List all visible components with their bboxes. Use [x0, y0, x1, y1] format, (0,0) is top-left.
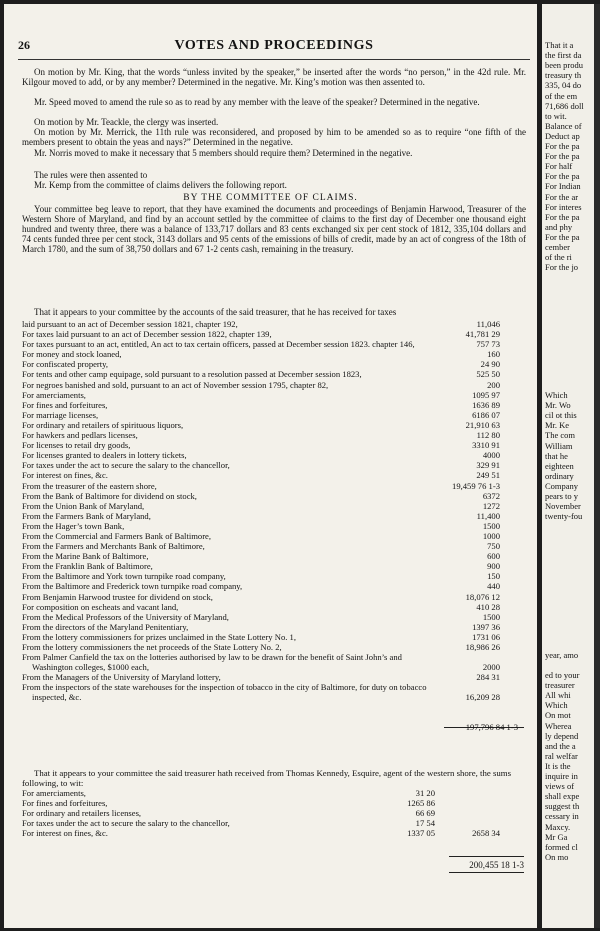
receipt-label: From the lottery commissioners for prizes unclaimed in the State Lottery No. 1,: [22, 631, 296, 642]
receipt-amount: 410 28: [476, 601, 500, 612]
adjacent-page-text: For the pa: [545, 151, 580, 162]
receipt-row: [22, 359, 532, 369]
adjacent-page-text: For the jo: [545, 262, 579, 273]
adjacent-page-text: Which: [545, 390, 568, 400]
receipt-label: For hawkers and pedlars licenses,: [22, 430, 138, 441]
receipt-label: From the Managers of the University of Maryland lottery,: [22, 672, 221, 683]
receipt-amount: 3310 91: [472, 440, 500, 451]
adjacent-page-text: and phy: [545, 221, 573, 232]
adjacent-page-text: ordinary: [545, 470, 574, 481]
receipt-amount: 440: [487, 581, 500, 592]
adjacent-page-text: Mr. Ke: [545, 420, 570, 431]
page-number: 26: [18, 38, 30, 52]
receipt-label: For tents and other camp equipage, sold pursuant to a resolution passed at December session 1823,: [22, 369, 362, 380]
adjacent-page-text: treasurer: [545, 680, 575, 691]
receipt-row: [22, 652, 532, 672]
receipt-label: From Palmer Canfield the tax on the lotteries authorised by law to be drawn for the benefit of Saint John’s and Washington colleges, $1000 each,: [22, 652, 402, 673]
western-shore-section: [22, 768, 532, 838]
adjacent-page-text: For Indian: [545, 181, 581, 192]
adjacent-page-text: views of: [545, 781, 575, 792]
receipt-amount: 41,781 29: [465, 329, 500, 340]
paragraph-teackle-motion: On motion by Mr. Teackle, the clergy was inserted.: [34, 117, 219, 127]
adjacent-page-text: Mr. Wo: [545, 400, 571, 411]
receipt-amount: 1500: [482, 611, 500, 622]
receipt-label: For interest on fines, &c.: [22, 470, 108, 481]
adjacent-page-text: On mo: [545, 851, 569, 862]
adjacent-page-text: Which: [545, 700, 568, 711]
receipt-label: From the Commercial and Farmers Bank of Baltimore,: [22, 530, 212, 541]
receipt-row: [22, 339, 532, 349]
western-shore-row: [22, 818, 532, 828]
paragraph-speed-motion: Mr. Speed moved to amend the rule so as to read by any member with the leave of the speaker? Determined in the negative.: [34, 97, 480, 107]
western-shore-label: For taxes under the act to secure the salary to the chancellor,: [22, 818, 230, 828]
receipt-row: [22, 581, 532, 591]
adjacent-page-text: Balance of: [545, 120, 582, 131]
receipt-amount: 900: [487, 561, 500, 572]
receipt-row: [22, 420, 532, 430]
adjacent-page-text: been produ: [545, 60, 584, 71]
receipt-amount: 750: [487, 541, 500, 552]
adjacent-page-text: ed to your: [545, 670, 580, 680]
receipt-row: [22, 440, 532, 450]
adjacent-page-text: It is the: [545, 760, 571, 771]
adjacent-page-text: of the ri: [545, 252, 572, 263]
left-page: [4, 4, 537, 928]
receipt-label: From the lottery commissioners the net proceeds of the State Lottery No. 2,: [22, 642, 282, 652]
receipt-label: From the Baltimore and York town turnpike road company,: [22, 571, 226, 582]
paragraph-committee-report: Your committee beg leave to report, that they have examined the documents and proceedings of Benjamin Harwood, Treasurer of the Western Shore of Maryland, and find by an account settled by the committee of claims to the first day of December one thousand eight hundred and twenty three, there was a balance of 133,717 dollars and 83 cents exchanged six per cent stock of 1812, 335,104 dollars and 74 cents funded three per cent stock, 3143 dollars and 95 cents of the emissions of bills of credit, made by an act of congress of the 18th of March 1780, and the sum of 38,750 dollars and 67 1-2 cents cash, remaining in the treasury.: [22, 204, 526, 254]
adjacent-page-text: inquire in: [545, 771, 578, 781]
adjacent-page-text: shall expe: [545, 791, 580, 802]
receipt-amount: 11,400: [476, 510, 500, 521]
receipt-row: [22, 400, 532, 410]
receipt-row: [22, 470, 532, 480]
paragraph-king-motion: On motion by Mr. King, that the words “unless invited by the speaker,” be inserted after the words “no person,” in the 42d rule. Mr. Kilgour moved to add, or by any member? Determined in the negative. Mr. King’s motion was then assented to.: [22, 67, 526, 87]
receipt-label: From Benjamin Harwood trustee for dividend on stock,: [22, 591, 213, 602]
western-shore-amount: 1265 86: [407, 798, 435, 808]
receipt-amount: 1000: [482, 530, 500, 541]
page-header: [18, 38, 530, 54]
receipt-amount: 600: [487, 551, 500, 562]
paragraph-receipts-intro: That it appears to your committee by the accounts of the said treasurer, that he has received for taxes: [34, 307, 397, 317]
receipt-label: From the Union Bank of Maryland,: [22, 500, 145, 511]
adjacent-page-text: For the pa: [545, 231, 580, 242]
adjacent-page-text: Company: [545, 480, 579, 491]
receipt-row: [22, 531, 532, 541]
receipt-label: For licenses granted to dealers in lottery tickets,: [22, 450, 187, 461]
receipt-amount: 1636 89: [472, 399, 500, 410]
adjacent-page-text: Maxcy.: [545, 821, 571, 832]
receipt-label: From the Farmers and Merchants Bank of Baltimore,: [22, 541, 205, 552]
receipt-label: For amerciaments,: [22, 389, 86, 400]
receipts-total: 197,796 84 1-3: [465, 721, 518, 732]
paragraph-merrick-motion: On motion by Mr. Merrick, the 11th rule was reconsidered, and proposed by him to be amended so as to require “one fifth of the members present to obtain the yeas and nays?” Determined in the negative.: [22, 127, 526, 147]
receipt-row: [22, 349, 532, 359]
receipt-label: For composition on escheats and vacant land,: [22, 601, 179, 612]
receipt-row: [22, 602, 532, 612]
adjacent-page-text: twenty-fou: [545, 511, 583, 522]
western-shore-label: For interest on fines, &c.: [22, 828, 108, 838]
receipt-amount: 6186 07: [472, 409, 500, 420]
receipt-row: [22, 481, 532, 491]
adjacent-page-text: William: [545, 440, 573, 451]
running-head-title: VOTES AND PROCEEDINGS: [174, 38, 374, 53]
western-shore-amount: 31 20: [415, 788, 435, 798]
receipt-label: From the Medical Professors of the University of Maryland,: [22, 611, 229, 622]
receipt-row: [22, 369, 532, 379]
receipt-row: [22, 380, 532, 390]
receipt-label: From the treasurer of the eastern shore,: [22, 480, 157, 491]
receipt-label: From the Franklin Bank of Baltimore,: [22, 561, 153, 572]
receipt-row: [22, 672, 532, 682]
western-shore-label: For amerciaments,: [22, 788, 86, 798]
receipt-amount: 200: [487, 379, 500, 390]
adjacent-page-text: That it a: [545, 40, 574, 50]
receipt-amount: 1095 97: [472, 389, 500, 400]
adjacent-page-text: treasury th: [545, 70, 582, 81]
receipt-amount: 112 80: [476, 430, 500, 441]
receipt-amount: 2000: [482, 662, 500, 673]
adjacent-page-text: For the ar: [545, 191, 579, 202]
western-shore-row: [22, 828, 532, 838]
adjacent-page-text: cember: [545, 242, 571, 252]
receipt-amount: 525 50: [476, 369, 500, 380]
receipt-amount: 24 90: [480, 359, 500, 370]
adjacent-page-text: The com: [545, 430, 575, 441]
adjacent-page-text: For the pa: [545, 141, 580, 151]
receipt-amount: 150: [487, 571, 500, 582]
paragraph-kemp-report: Mr. Kemp from the committee of claims delivers the following report.: [34, 180, 287, 190]
receipt-row: [22, 511, 532, 521]
adjacent-page-fragment: [542, 4, 600, 928]
paragraph-norris-motion: Mr. Norris moved to make it necessary that 5 members should require them? Determined in the negative.: [34, 148, 413, 158]
western-shore-amount: 1337 05: [407, 828, 435, 838]
header-rule: [18, 59, 530, 60]
receipt-label: From the Baltimore and Frederick town turnpike road company,: [22, 581, 243, 592]
grand-total: 200,455 18 1-3: [469, 860, 524, 870]
receipt-row: [22, 491, 532, 501]
receipt-label: For ordinary and retailers of spirituous liquors,: [22, 419, 184, 430]
adjacent-page-text: formed cl: [545, 841, 578, 852]
grand-total-rule-bottom: [449, 872, 524, 873]
receipt-label: From the directors of the Maryland Penitentiary,: [22, 621, 189, 632]
adjacent-page-text: For half: [545, 161, 573, 172]
receipt-row: [22, 592, 532, 602]
adjacent-page-text: eighteen: [545, 460, 574, 471]
receipt-row: [22, 460, 532, 470]
adjacent-page-text: and the a: [545, 740, 576, 751]
western-shore-amount: 66 69: [415, 808, 435, 818]
receipt-amount: 284 31: [476, 672, 500, 683]
adjacent-page-text: suggest th: [545, 801, 580, 812]
receipt-label: For taxes under the act to secure the salary to the chancellor,: [22, 460, 230, 471]
adjacent-page-text: All whi: [545, 690, 571, 701]
receipt-row: [22, 612, 532, 622]
western-shore-subtotal: 2658 34: [472, 828, 500, 838]
receipt-label: For marriage licenses,: [22, 409, 99, 420]
receipt-label: For money and stock loaned,: [22, 349, 122, 360]
receipt-label: From the Bank of Baltimore for dividend on stock,: [22, 490, 197, 501]
receipt-amount: 4000: [482, 450, 500, 461]
receipt-label: For taxes pursuant to an act, entitled, An act to tax certain officers, passed at December session 1823. chapter 146,: [22, 339, 415, 350]
adjacent-page-text: year, amo: [545, 650, 579, 660]
western-shore-amount: 17 54: [415, 818, 435, 828]
receipt-label: For licenses to retail dry goods,: [22, 440, 131, 451]
receipt-amount: 16,209 28: [465, 692, 500, 703]
receipt-label: laid pursuant to an act of December session 1821, chapter 192,: [22, 319, 238, 329]
adjacent-page-text: Mr Ga: [545, 831, 568, 842]
receipt-amount: 11,046: [476, 319, 500, 329]
paragraph-rules-assented: The rules were then assented to: [34, 170, 148, 180]
receipt-amount: 1397 36: [472, 621, 500, 632]
receipt-row: [22, 521, 532, 531]
adjacent-page-text: to wit.: [545, 110, 567, 121]
receipt-row: [22, 450, 532, 460]
receipt-amount: 1272: [482, 500, 500, 511]
receipt-label: For fines and forfeitures,: [22, 399, 108, 410]
page-gutter-shadow: [594, 4, 600, 928]
receipt-amount: 160: [487, 349, 500, 360]
western-shore-row: [22, 788, 532, 798]
receipt-label: From the Farmers Bank of Maryland,: [22, 510, 151, 521]
adjacent-page-text: ly depend: [545, 730, 579, 741]
adjacent-page-text: 335, 04 do: [545, 80, 582, 91]
receipt-label: From the inspectors of the state warehouses for the inspection of tobacco in the city of Baltimore, for duty on tobacco inspected, &c.: [22, 682, 427, 703]
adjacent-page-text: pears to y: [545, 491, 579, 501]
grand-total-rule-top: [449, 856, 524, 857]
adjacent-page-text: For interes: [545, 201, 582, 212]
adjacent-page-text: Wherea: [545, 720, 572, 731]
receipt-label: For taxes laid pursuant to an act of December session 1822, chapter 139,: [22, 329, 272, 340]
receipt-label: From the Hager’s town Bank,: [22, 520, 125, 531]
adjacent-page-text: of the em: [545, 90, 578, 101]
western-shore-intro: That it appears to your committee the said treasurer hath received from Thomas Kennedy, Esquire, agent of the western shore, the sums following, to wit:: [22, 768, 512, 788]
receipt-row: [22, 682, 532, 702]
adjacent-page-text: For the pa: [545, 211, 580, 222]
receipt-row: [22, 390, 532, 400]
receipt-row: [22, 329, 532, 339]
receipt-amount: 21,910 63: [465, 419, 500, 430]
adjacent-page-text: For the pa: [545, 171, 580, 182]
receipt-row: [22, 632, 532, 642]
adjacent-page-text: that he: [545, 450, 568, 461]
adjacent-page-text: the first da: [545, 50, 582, 61]
receipt-amount: 329 91: [476, 460, 500, 471]
adjacent-page-text: Deduct ap: [545, 130, 580, 141]
receipt-amount: 757 73: [476, 339, 500, 350]
section-heading: BY THE COMMITTEE OF CLAIMS.: [183, 193, 358, 203]
receipt-row: [22, 571, 532, 581]
receipt-row: [22, 561, 532, 571]
western-shore-label: For ordinary and retailers licenses,: [22, 808, 142, 818]
receipt-row: [22, 541, 532, 551]
receipt-row: [22, 410, 532, 420]
receipt-amount: 18,986 26: [465, 642, 500, 652]
receipt-row: [22, 501, 532, 511]
receipt-row: [22, 551, 532, 561]
western-shore-label: For fines and forfeitures,: [22, 798, 108, 808]
receipt-row: [22, 430, 532, 440]
adjacent-page-text: cessary in: [545, 811, 579, 822]
receipt-label: For negroes banished and sold, pursuant to an act of November session 1795, chapter 82,: [22, 379, 329, 390]
adjacent-page-text: ral welfar: [545, 750, 578, 761]
adjacent-page-text: 71,686 doll: [545, 100, 584, 111]
receipt-amount: 18,076 12: [465, 591, 500, 602]
adjacent-page-text: On mot: [545, 710, 571, 721]
adjacent-page-text: cil ot this: [545, 410, 577, 421]
receipt-label: From the Marine Bank of Baltimore,: [22, 551, 149, 562]
receipt-row: [22, 622, 532, 632]
receipt-amount: 6372: [482, 490, 500, 501]
receipt-amount: 1731 06: [472, 631, 500, 642]
receipt-row: [22, 319, 532, 329]
receipt-amount: 19,459 76 1-3: [452, 480, 500, 491]
adjacent-page-text: November: [545, 501, 581, 512]
receipt-amount: 1500: [482, 520, 500, 531]
receipts-table: [22, 319, 532, 703]
receipt-label: For confiscated property,: [22, 359, 109, 370]
receipt-row: [22, 642, 532, 652]
receipt-amount: 249 51: [476, 470, 500, 481]
western-shore-row: [22, 798, 532, 808]
western-shore-row: [22, 808, 532, 818]
